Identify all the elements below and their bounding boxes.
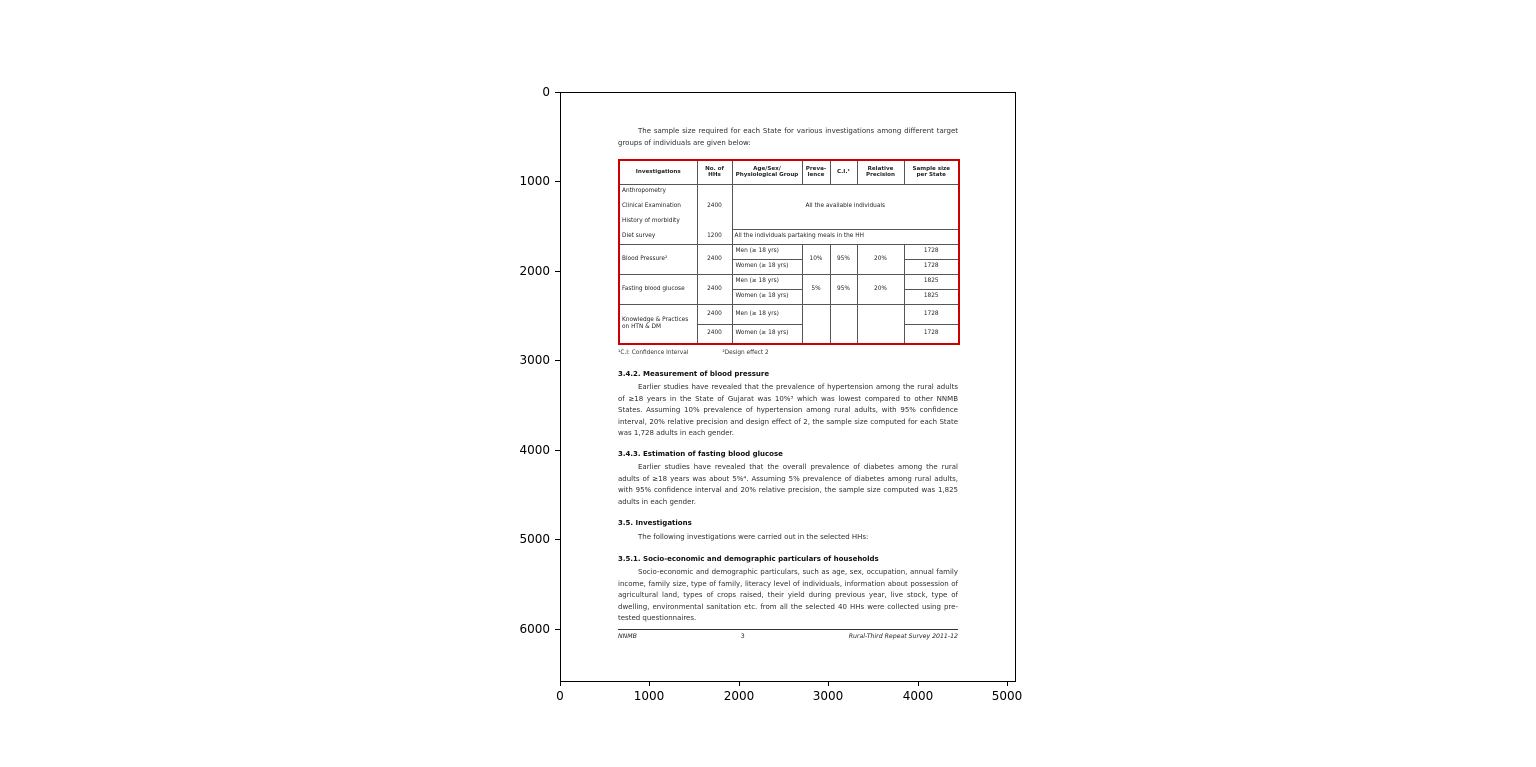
cell-precision: 20% [857, 274, 904, 304]
cell-sample-size: 1728 [904, 324, 959, 344]
cell-individuals-partaking-meals: All the individuals partaking meals in the HH [732, 229, 959, 244]
x-tick-mark [649, 682, 650, 686]
x-tick-mark [1007, 682, 1008, 686]
cell-hhs [697, 184, 732, 199]
cell-precision: 20% [857, 244, 904, 274]
cell-ci: 95% [830, 274, 857, 304]
cell-prevalence: 5% [802, 274, 830, 304]
y-tick-label: 4000 [519, 443, 550, 457]
cell-ci: 95% [830, 244, 857, 274]
footer-page-number: 3 [740, 633, 745, 640]
col-header-sample-size: Sample size per State [904, 160, 959, 184]
cell-precision [857, 304, 904, 344]
cell-sample-size: 1825 [904, 289, 959, 304]
cell-age-group: Men (≥ 18 yrs) [732, 274, 802, 289]
cell-hhs: 2400 [697, 324, 732, 344]
x-tick-label: 5000 [991, 689, 1023, 703]
cell-hhs: 2400 [697, 244, 732, 274]
table-row-blood-pressure-men [619, 244, 959, 259]
cell-investigation: Blood Pressure² [619, 244, 697, 274]
section-body-3-5-1: Socio-economic and demographic particulars, such as age, sex, occupation, annual family income, family size, type of family, literacy level of individuals, information about possession of agricultural land, types of crops raised, their yield during previous year, live stock, type of dwelling, environmental sanitation etc. from all the selected 40 HHs were collected using pre-tested questionnaires. [618, 568, 958, 623]
cell-investigation: Knowledge & Practices on HTN & DM [619, 304, 697, 344]
cell-investigation: History of morbidity [619, 214, 697, 229]
cell-sample-size: 1728 [904, 304, 959, 324]
cell-sample-size: 1728 [904, 259, 959, 274]
cell-hhs: 2400 [697, 304, 732, 324]
section-body-3-4-2: Earlier studies have revealed that the prevalence of hypertension among the rural adults of ≥18 years in the State of Gujarat was 10%³ which was lowest compared to other NNMB States. Assuming 10% prevalence of hypertension among rural adults, with 95% confidence interval, 20% relative precision and design effect of 2, the sample size computed for each State was 1,728 adults in each gender. [618, 383, 958, 438]
cell-age-group: Women (≥ 18 yrs) [732, 259, 802, 274]
intro-paragraph: The sample size required for each State for various investigations among different target groups of individuals are given below: [618, 127, 958, 147]
x-tick-mark [918, 682, 919, 686]
x-tick-mark [739, 682, 740, 686]
cell-prevalence [802, 304, 830, 344]
cell-hhs: 2400 [697, 274, 732, 304]
cell-hhs [697, 214, 732, 229]
table-row-knowledge-men [619, 304, 959, 324]
footer-report-title: Rural-Third Repeat Survey 2011-12 [848, 633, 958, 640]
section-heading-3-4-3: 3.4.3. Estimation of fasting blood glucose [618, 450, 783, 458]
col-header-ci: C.I.¹ [830, 160, 857, 184]
footnote-design-effect: ²Design effect 2 [722, 350, 769, 356]
y-tick-label: 6000 [519, 622, 550, 636]
y-tick-label: 5000 [519, 532, 550, 546]
col-header-age-sex-group: Age/Sex/ Physiological Group [732, 160, 802, 184]
x-tick-mark [560, 682, 561, 686]
section-body-3-4-3: Earlier studies have revealed that the overall prevalence of diabetes among the rural adults of ≥18 years was about 5%⁴. Assuming 5% prevalence of diabetes among rural adults, with 95% confidence interval and 20% relative precision, the sample size computed was 1,825 adults in each gender. [618, 463, 958, 506]
plot-axes [560, 92, 1016, 682]
document-page [618, 93, 958, 681]
footnote-ci: ¹C.I: Confidence Interval [618, 350, 689, 356]
cell-hhs: 1200 [697, 229, 732, 244]
cell-sample-size: 1728 [904, 244, 959, 259]
cell-investigation: Anthropometry [619, 184, 697, 199]
table-row-glucose-men [619, 274, 959, 289]
footer-org: NNMB [618, 633, 637, 640]
col-header-relative-precision: Relative Precision [857, 160, 904, 184]
sample-size-table-wrap [618, 159, 958, 345]
cell-ci [830, 304, 857, 344]
section-heading-3-5: 3.5. Investigations [618, 519, 692, 527]
page-footer [618, 629, 958, 640]
section-heading-3-5-1: 3.5.1. Socio-economic and demographic particulars of households [618, 555, 879, 563]
col-header-no-of-hhs: No. of HHs [697, 160, 732, 184]
cell-all-available-individuals: All the available individuals [732, 184, 959, 229]
cell-sample-size: 1825 [904, 274, 959, 289]
cell-age-group: Women (≥ 18 yrs) [732, 289, 802, 304]
cell-investigation: Clinical Examination [619, 199, 697, 214]
y-tick-label: 2000 [519, 264, 550, 278]
y-tick-label: 1000 [519, 174, 550, 188]
cell-prevalence: 10% [802, 244, 830, 274]
table-row-anthropometry [619, 184, 959, 199]
sample-size-table [618, 159, 960, 345]
table-row-diet-survey [619, 229, 959, 244]
cell-age-group: Women (≥ 18 yrs) [732, 324, 802, 344]
cell-hhs: 2400 [697, 199, 732, 214]
x-tick-label: 0 [556, 689, 564, 703]
x-tick-label: 4000 [902, 689, 934, 703]
section-heading-3-4-2: 3.4.2. Measurement of blood pressure [618, 370, 770, 378]
x-tick-label: 2000 [723, 689, 755, 703]
section-body-3-5: The following investigations were carried out in the selected HHs: [638, 533, 869, 541]
cell-age-group: Men (≥ 18 yrs) [732, 304, 802, 324]
x-tick-mark [828, 682, 829, 686]
table-footnote [618, 350, 958, 356]
col-header-investigations: Investigations [619, 160, 697, 184]
cell-investigation: Fasting blood glucose [619, 274, 697, 304]
y-tick-label: 0 [542, 85, 550, 99]
cell-age-group: Men (≥ 18 yrs) [732, 244, 802, 259]
col-header-prevalence: Preva- lence [802, 160, 830, 184]
x-tick-label: 3000 [812, 689, 844, 703]
cell-investigation: Diet survey [619, 229, 697, 244]
y-tick-label: 3000 [519, 353, 550, 367]
x-tick-label: 1000 [633, 689, 665, 703]
table-header-row [619, 160, 959, 184]
